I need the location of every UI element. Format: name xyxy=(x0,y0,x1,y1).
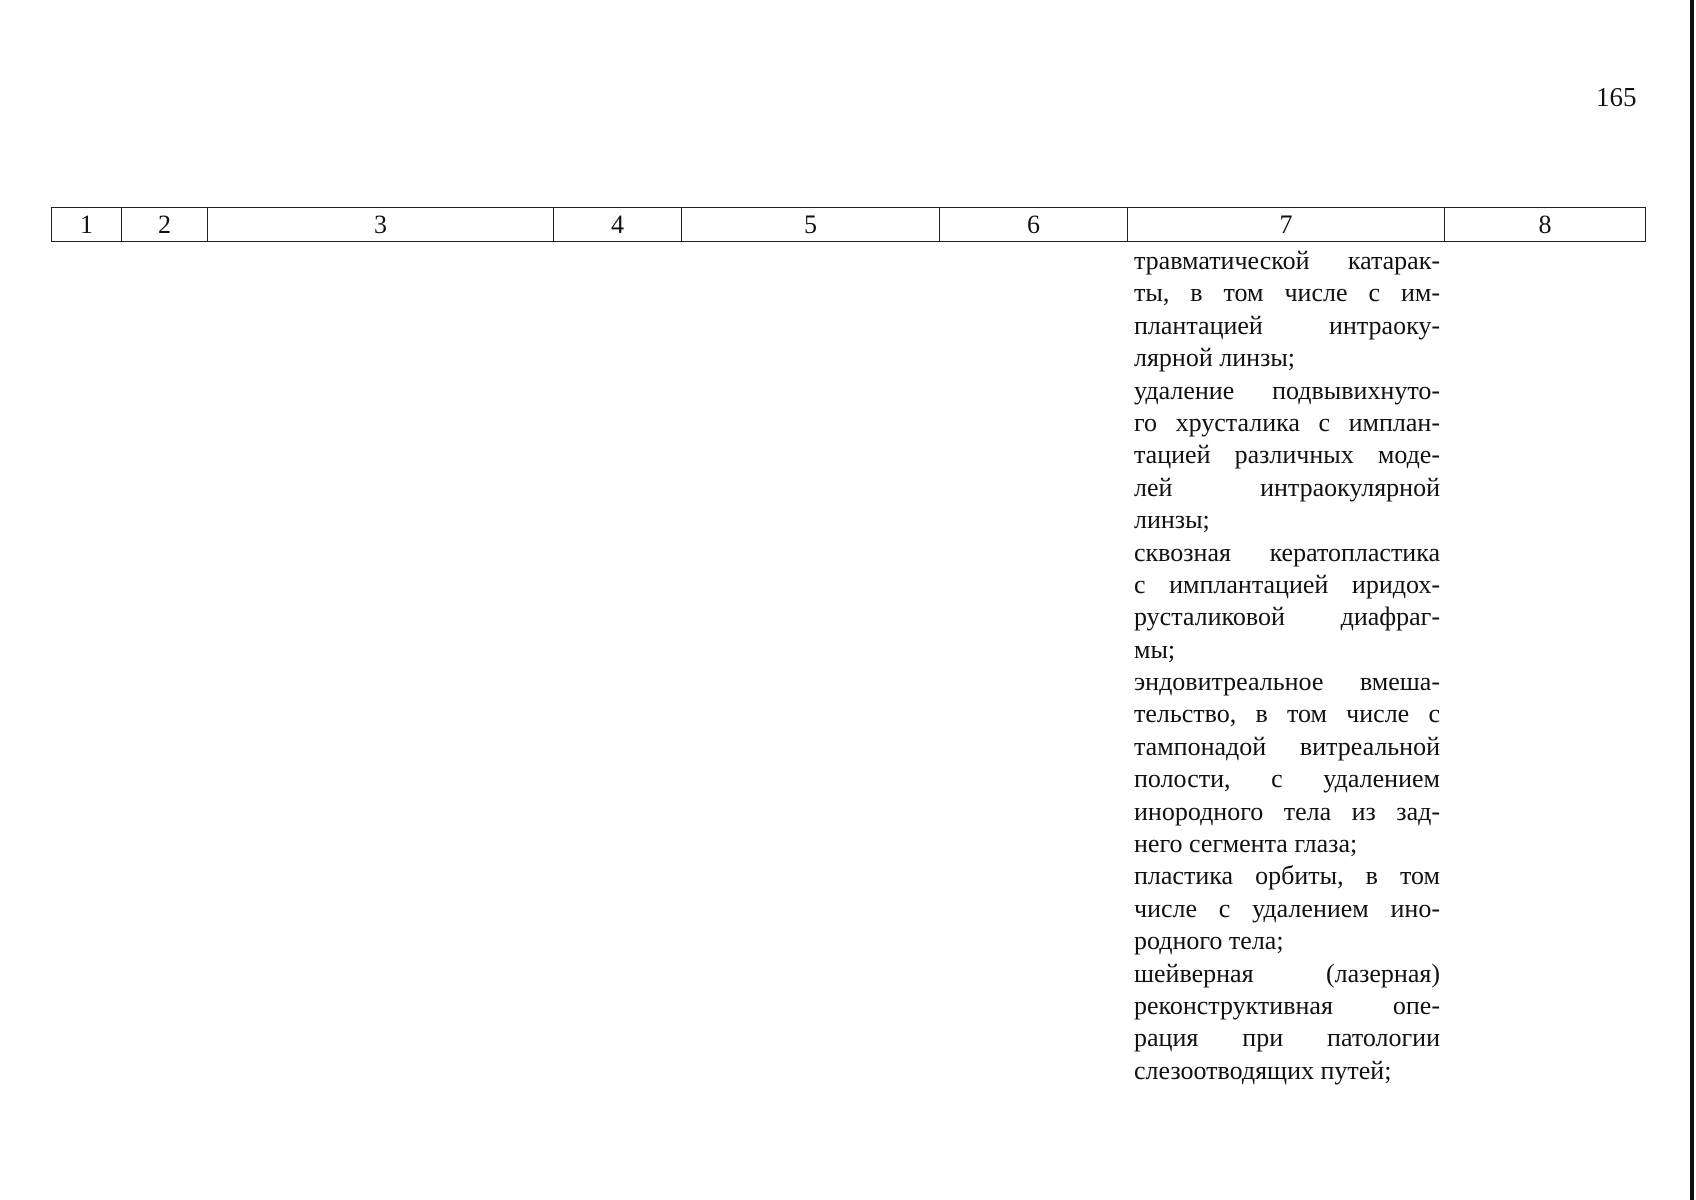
text-line: сквозная кератопластика xyxy=(1134,537,1440,567)
column-header-1: 1 xyxy=(52,208,122,242)
text-line: русталиковой диафраг- xyxy=(1134,602,1440,632)
text-line: тампонадой витреальной xyxy=(1134,731,1440,761)
text-line: эндовитреальное вмеша- xyxy=(1134,667,1440,697)
text-line: плантацией интраоку- xyxy=(1134,310,1440,340)
text-line: линзы; xyxy=(1134,505,1210,535)
column-header-4: 4 xyxy=(554,208,682,242)
column-header-3: 3 xyxy=(208,208,554,242)
text-line: полости, с удалением xyxy=(1134,764,1440,794)
text-line: пластика орбиты, в том xyxy=(1134,861,1440,891)
text-line: инородного тела из зад- xyxy=(1134,796,1440,826)
column-header-8: 8 xyxy=(1445,208,1646,242)
column-header-6: 6 xyxy=(940,208,1128,242)
text-line: тацией различных моде- xyxy=(1134,440,1440,470)
column-header-5: 5 xyxy=(682,208,940,242)
column-7-procedure-list xyxy=(1134,245,1440,1087)
text-line: рация при патологии xyxy=(1134,1023,1440,1053)
text-line: шейверная (лазерная) xyxy=(1134,958,1440,988)
text-line: мы; xyxy=(1134,634,1176,664)
text-line: него сегмента глаза; xyxy=(1134,829,1358,859)
header-row xyxy=(52,208,1646,242)
text-line: го хрусталика с имплан- xyxy=(1134,407,1440,437)
text-line: родного тела; xyxy=(1134,926,1284,956)
text-line: реконструктивная опе- xyxy=(1134,990,1440,1020)
text-line: ты, в том числе с им- xyxy=(1134,278,1440,308)
page-number: 165 xyxy=(1596,82,1637,112)
text-line: лей интраокулярной xyxy=(1134,472,1440,502)
text-line: слезоотводящих путей; xyxy=(1134,1055,1392,1085)
text-line: травматической катарак- xyxy=(1134,246,1440,275)
text-line: с имплантацией иридох- xyxy=(1134,569,1440,599)
column-header-7: 7 xyxy=(1128,208,1445,242)
column-header-2: 2 xyxy=(122,208,208,242)
text-line: числе с удалением ино- xyxy=(1134,893,1440,923)
scan-edge-border xyxy=(1690,0,1694,1200)
text-line: тельство, в том числе с xyxy=(1134,699,1440,729)
text-line: лярной линзы; xyxy=(1134,343,1296,373)
column-number-header-table xyxy=(51,207,1646,242)
text-line: удаление подвывихнуто- xyxy=(1134,375,1440,405)
